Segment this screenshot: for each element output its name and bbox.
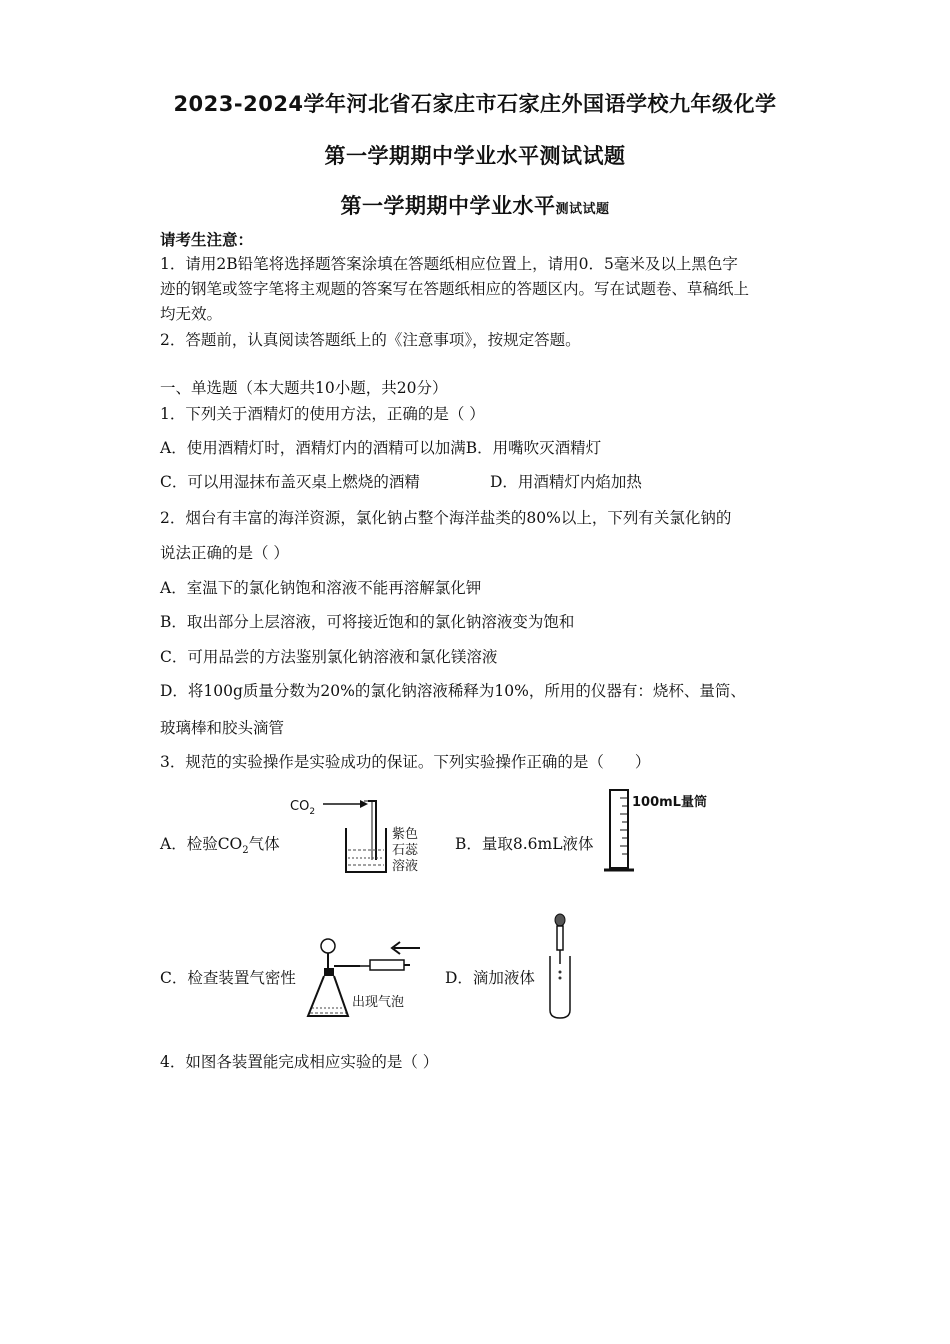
notice-item1-line2: 迹的钢笔或签字笔将主观题的答案写在答题纸相应的答题区内。写在试题卷、草稿纸上 (160, 280, 750, 298)
q3-option-a-suffix: 气体 (248, 835, 280, 853)
q4-stem: 4．如图各装置能完成相应实验的是（ ） (160, 1053, 439, 1071)
notice-heading: 请考生注意： (160, 230, 254, 249)
q1-option-d: D．用酒精灯内焰加热 (490, 473, 642, 491)
q1-stem: 1．下列关于酒精灯的使用方法，正确的是（ ） (160, 405, 485, 423)
q2-option-a: A．室温下的氯化钠饱和溶液不能再溶解氯化钾 (160, 579, 482, 597)
section-heading: 一、单选题（本大题共10小题，共20分） (160, 379, 448, 397)
q3-option-a (160, 832, 280, 856)
figure-a-label-3: 溶液 (392, 859, 419, 874)
figure-d-dropper (540, 912, 580, 1024)
title-line-3-small: 测试试题 (555, 202, 610, 217)
figure-b-label: 100mL量筒 (632, 795, 707, 810)
title-line-3 (0, 190, 950, 220)
q2-option-d-line2: 玻璃棒和胶头滴管 (160, 719, 285, 737)
title-line-3-main: 第一学期期中学业水平 (340, 194, 556, 218)
figure-c-airtightness-check (300, 936, 430, 1026)
q2-stem-line2: 说法正确的是（ ） (160, 544, 289, 562)
figure-a-co2-test (288, 790, 438, 880)
title-line-2: 第一学期期中学业水平测试试题 (324, 144, 626, 168)
notice-item1-line3: 均无效。 (160, 305, 223, 323)
notice-item1-line1: 1．请用2B铅笔将选择题答案涂填在答题纸相应位置上，请用0．5毫米及以上黑色字 (160, 255, 738, 273)
q3-option-c: C．检查装置气密性 (160, 969, 296, 987)
figure-c-label: 出现气泡 (352, 995, 405, 1010)
q3-option-a-sub: 2 (242, 845, 249, 857)
q3-option-a-prefix: A．检验CO (160, 835, 243, 853)
figure-a-label-2: 石蕊 (392, 843, 419, 858)
figure-a-label-1: 紫色 (392, 827, 419, 842)
q2-option-c: C．可用品尝的方法鉴别氯化钠溶液和氯化镁溶液 (160, 648, 498, 666)
q2-option-d-line1: D．将100g质量分数为20%的氯化钠溶液稀释为10%，所用的仪器有：烧杯、量筒、 (160, 682, 746, 700)
q1-option-c: C．可以用湿抹布盖灭桌上燃烧的酒精 (160, 473, 420, 491)
notice-item2: 2．答题前，认真阅读答题纸上的《注意事项》，按规定答题。 (160, 331, 581, 349)
q1-options-a-b: A．使用酒精灯时，酒精灯内的酒精可以加满B．用嘴吹灭酒精灯 (160, 439, 602, 457)
figure-b-graduated-cylinder (600, 786, 730, 876)
q2-option-b: B．取出部分上层溶液，可将接近饱和的氯化钠溶液变为饱和 (160, 613, 575, 631)
q3-option-d: D．滴加液体 (445, 969, 535, 987)
q3-option-b: B．量取8.6mL液体 (455, 835, 594, 853)
figure-a-gas-label: $CO_2$ (290, 799, 316, 817)
q3-stem: 3．规范的实验操作是实验成功的保证。下列实验操作正确的是（ ） (160, 753, 651, 771)
q2-stem-line1: 2．烟台有丰富的海洋资源，氯化钠占整个海洋盐类的80%以上，下列有关氯化钠的 (160, 509, 732, 527)
title-line-1: 2023-2024学年河北省石家庄市石家庄外国语学校九年级化学 (173, 92, 777, 116)
